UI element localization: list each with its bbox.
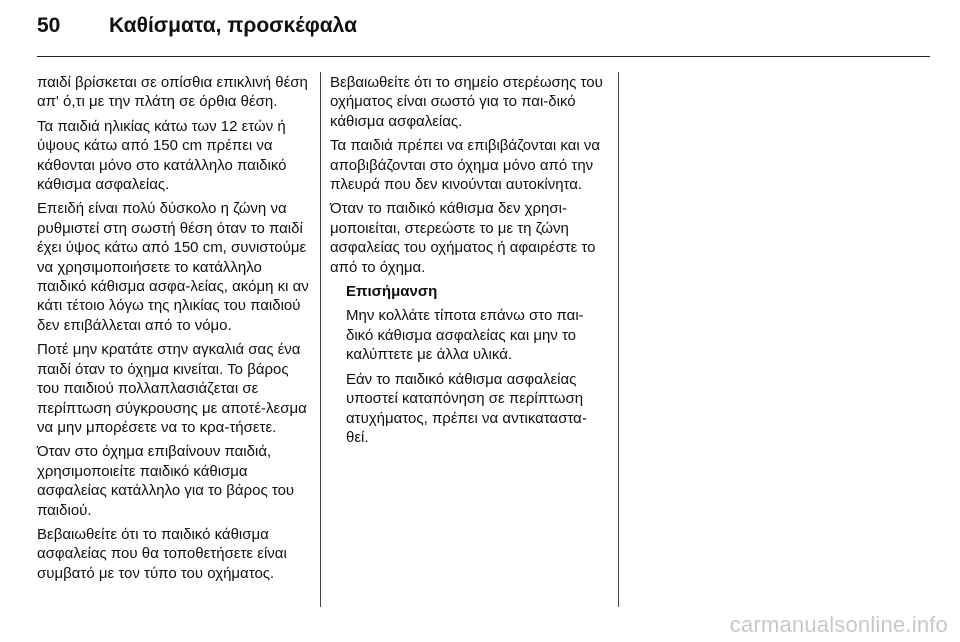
paragraph: Ποτέ μην κρατάτε στην αγκαλιά σας ένα παιδί όταν το όχημα κινείται. Το βάρος του παιδιού πολλαπλασιάζεται σε περίπτωση σύγκρουσης με αποτέ-λεσμα να μην μπορέσετε να το κρα-τήσετε. <box>37 341 307 436</box>
warning-box <box>346 282 606 447</box>
paragraph: Βεβαιωθείτε ότι το παιδικό κάθισμα ασφαλείας που θα τοποθετήσετε είναι συμβατό με τον τύπο του οχήματος. <box>37 525 287 582</box>
paragraph: Βεβαιωθείτε ότι το σημείο στερέωσης του οχήματος είναι σωστό για το παι-δικό κάθισμα ασφαλείας. <box>330 74 603 130</box>
column-divider <box>320 72 321 607</box>
header-divider <box>37 56 930 57</box>
left-column <box>37 73 315 588</box>
paragraph: παιδί βρίσκεται σε οπίσθια επικλινή θέση απ' ό,τι με την πλάτη σε όρθια θέση. <box>37 74 308 111</box>
watermark: carmanualsonline.info <box>729 612 948 637</box>
paragraph: Τα παιδιά ηλικίας κάτω των 12 ετών ή ύψους κάτω από 150 cm πρέπει να κάθονται μόνο στο κατάλληλο παιδικό κάθισμα ασφαλείας. <box>37 117 287 194</box>
right-column <box>330 73 606 452</box>
page-header <box>37 14 930 54</box>
paragraph: Όταν στο όχημα επιβαίνουν παιδιά, χρησιμοποιείτε παιδικό κάθισμα ασφαλείας κατάλληλο για το βάρος του παιδιού. <box>37 443 295 519</box>
paragraph: Όταν το παιδικό κάθισμα δεν χρησι-μοποιείται, στερεώστε το με τη ζώνη ασφαλείας του οχήματος ή αφαιρέστε το από το όχημα. <box>330 200 596 276</box>
paragraph: Τα παιδιά πρέπει να επιβιβάζονται και να αποβιβάζονται στο όχημα μόνο από την πλευρά που δεν κινούνται αυτοκίνητα. <box>330 137 601 194</box>
warning-paragraph: Μην κολλάτε τίποτα επάνω στο παι-δικό κάθισμα ασφαλείας και μην το καλύπτετε με άλλα υλικά. <box>346 307 584 364</box>
column-divider-right <box>618 72 619 607</box>
warning-title: Επισήμανση <box>346 283 438 301</box>
warning-paragraph: Εάν το παιδικό κάθισμα ασφαλείας υποστεί καταπόνηση σε περίπτωση ατυχήματος, πρέπει να αντικαταστα-θεί. <box>346 370 587 446</box>
paragraph: Επειδή είναι πολύ δύσκολο η ζώνη να ρυθμιστεί στη σωστή θέση όταν το παιδί έχει ύψος κάτω από 150 cm, συνιστούμε να χρησιμοποιήσετε το κατάλληλο παιδικό κάθισμα ασφα-λείας, ακόμη κι αν κάτι τέτοιο λόγω της ηλικίας του παιδιού δεν επιβάλλεται από το νόμο. <box>37 200 309 334</box>
page-number: 50 <box>37 14 61 37</box>
page-title: Καθίσματα, προσκέφαλα <box>109 14 357 37</box>
